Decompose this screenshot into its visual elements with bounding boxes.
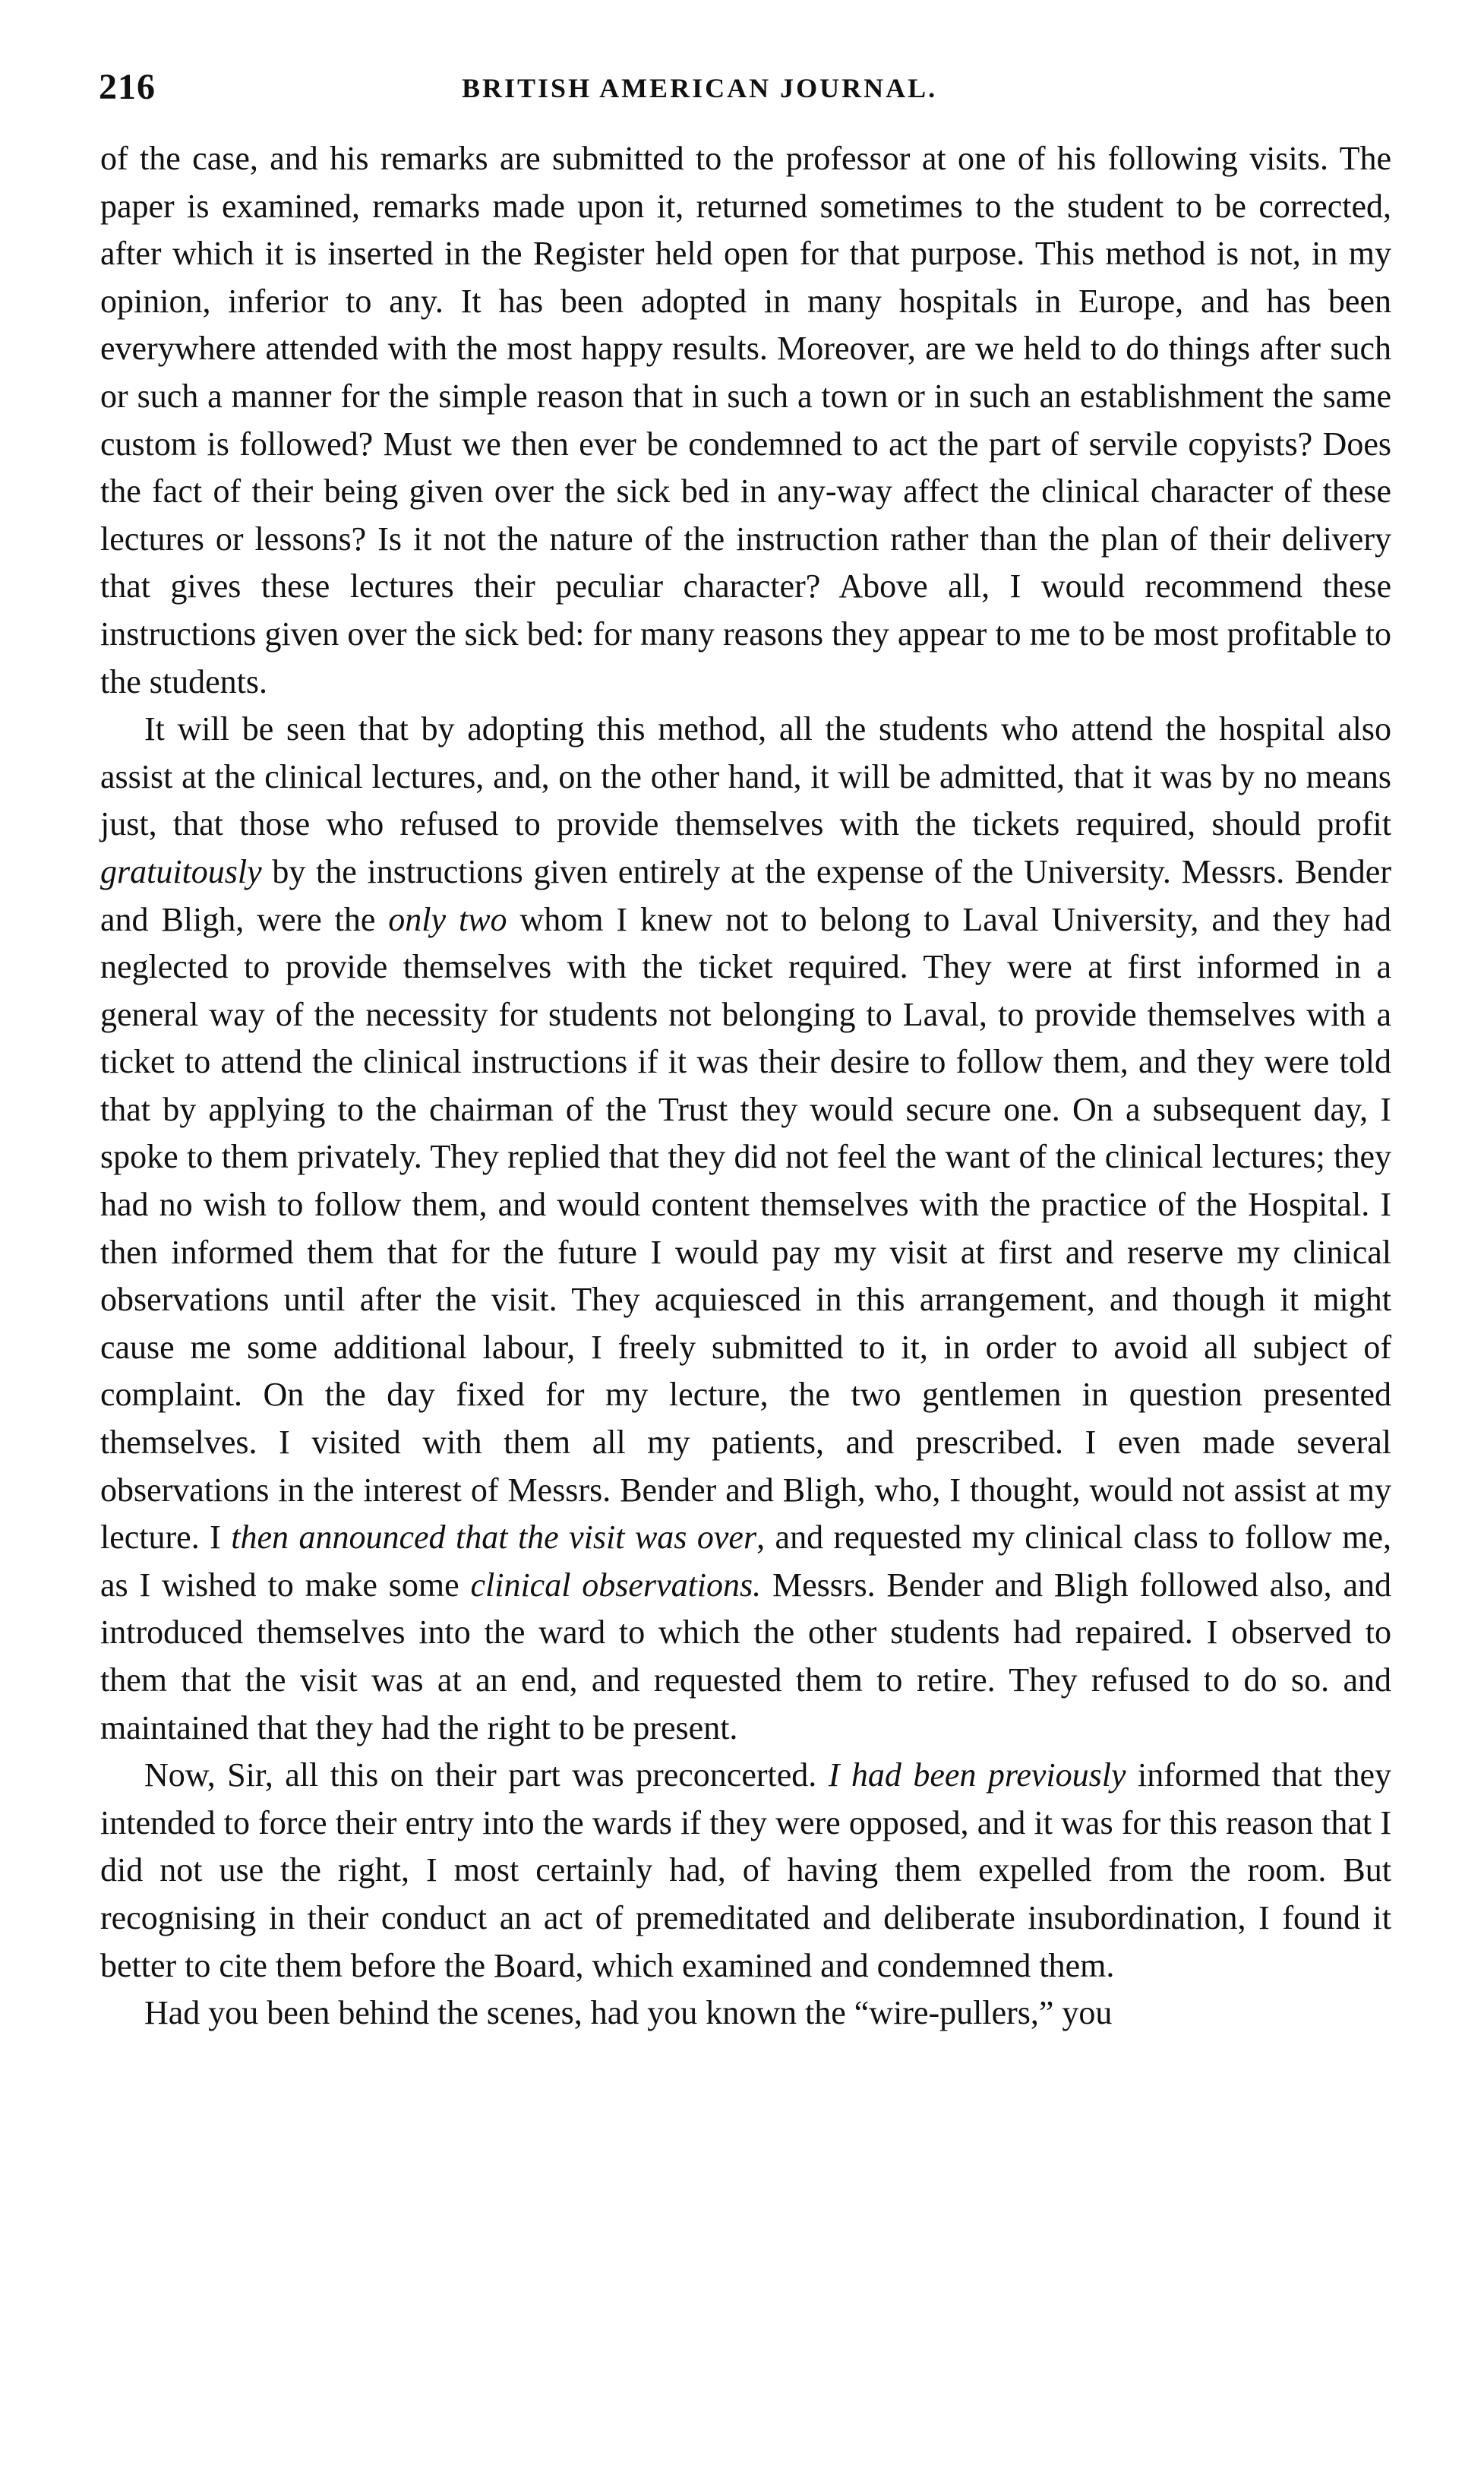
paragraph-text: Had you been behind the scenes, had you known the “wire-pullers,” you — [144, 1994, 1113, 2032]
italic-emphasis: I had been previously — [828, 1756, 1126, 1794]
paragraph-behind-scenes — [100, 1990, 1391, 2037]
running-head — [90, 61, 1388, 114]
italic-emphasis: clinical observations. — [470, 1566, 762, 1604]
italic-emphasis: only two — [388, 900, 507, 938]
paragraph-continued — [100, 135, 1391, 706]
journal-title: BRITISH AMERICAN JOURNAL. — [462, 73, 938, 103]
paragraph-text: It will be seen that by adopting this method, all the students who attend the hospital also assist at the clinical lectures, and, on the other hand, it will be admitted, that it was by no means just, that those who refused to provide themselves with the tickets required, should profit — [100, 710, 1391, 843]
paragraph-text: , and requested my clinical class to follow me, as I wished to make some — [100, 1519, 1392, 1604]
paragraph-text: by the instructions given entirely at the expense of the University. Messrs. Bender and Bligh, were the — [100, 852, 1391, 938]
paragraph-preconcerted — [100, 1752, 1391, 1990]
paragraph-text: Messrs. Bender and Bligh followed also, and introduced themselves into the ward to which the other students had repaired. I observed to them that the visit was at an end, and requested them to retire. They refused to do so. and maintained that they had the right to be present. — [100, 1566, 1391, 1746]
body-text — [100, 135, 1391, 2037]
page-number: 216 — [99, 67, 156, 107]
paragraph-text: Now, Sir, all this on their part was preconcerted. — [144, 1756, 829, 1794]
paragraph-text: informed that they intended to force their entry into the wards if they were opposed, and it was for this reason that I did not use the right, I most certainly had, of having them expelled from the room. But recognising in their conduct an act of premeditated and deliberate insubordination, I found it better to cite them before the Board, which examined and condemned them. — [100, 1756, 1391, 1984]
paragraph-clinical-method — [100, 706, 1391, 1752]
italic-emphasis: gratuitously — [100, 852, 262, 890]
italic-emphasis: then announced that the visit was over — [231, 1519, 757, 1557]
paragraph-text: whom I knew not to belong to Laval University, and they had neglected to provide themselves with the ticket required. They were at first informed in a general way of the necessity for students not belonging to Laval, to provide themselves with a ticket to attend the clinical instructions if it was their desire to follow them, and they were told that by applying to the chairman of the Trust they would secure one. On a subsequent day, I spoke to them privately. They replied that they did not feel the want of the clinical lectures; they had no wish to follow them, and would content themselves with the practice of the Hospital. I then informed them that for the future I would pay my visit at first and reserve my clinical observations until after the visit. They acquiesced in this arrangement, and though it might cause me some additional labour, I freely submitted to it, in order to avoid all subject of complaint. On the day fixed for my lecture, the two gentlemen in question presented themselves. I visited with them all my patients, and prescribed. I even made several observations in the interest of Messrs. Bender and Bligh, who, I thought, would not assist at my lecture. I — [100, 900, 1391, 1557]
paragraph-text: of the case, and his remarks are submitted to the professor at one of his following visits. The paper is examined, remarks made upon it, returned sometimes to the student to be corrected, after which it is inserted in the Register held open for that purpose. This method is not, in my opinion, inferior to any. It has been adopted in many hospitals in Europe, and has been everywhere attended with the most happy results. Moreover, are we held to do things after such or such a manner for the simple reason that in such a town or in such an establishment the same custom is followed? Must we then ever be condemned to act the part of servile copyists? Does the fact of their being given over the sick bed in any-way affect the clinical character of these lectures or lessons? Is it not the nature of the instruction rather than the plan of their delivery that gives these lectures their peculiar character? Above all, I would recommend these instructions given over the sick bed: for many reasons they appear to me to be most profitable to the students. — [100, 140, 1391, 700]
